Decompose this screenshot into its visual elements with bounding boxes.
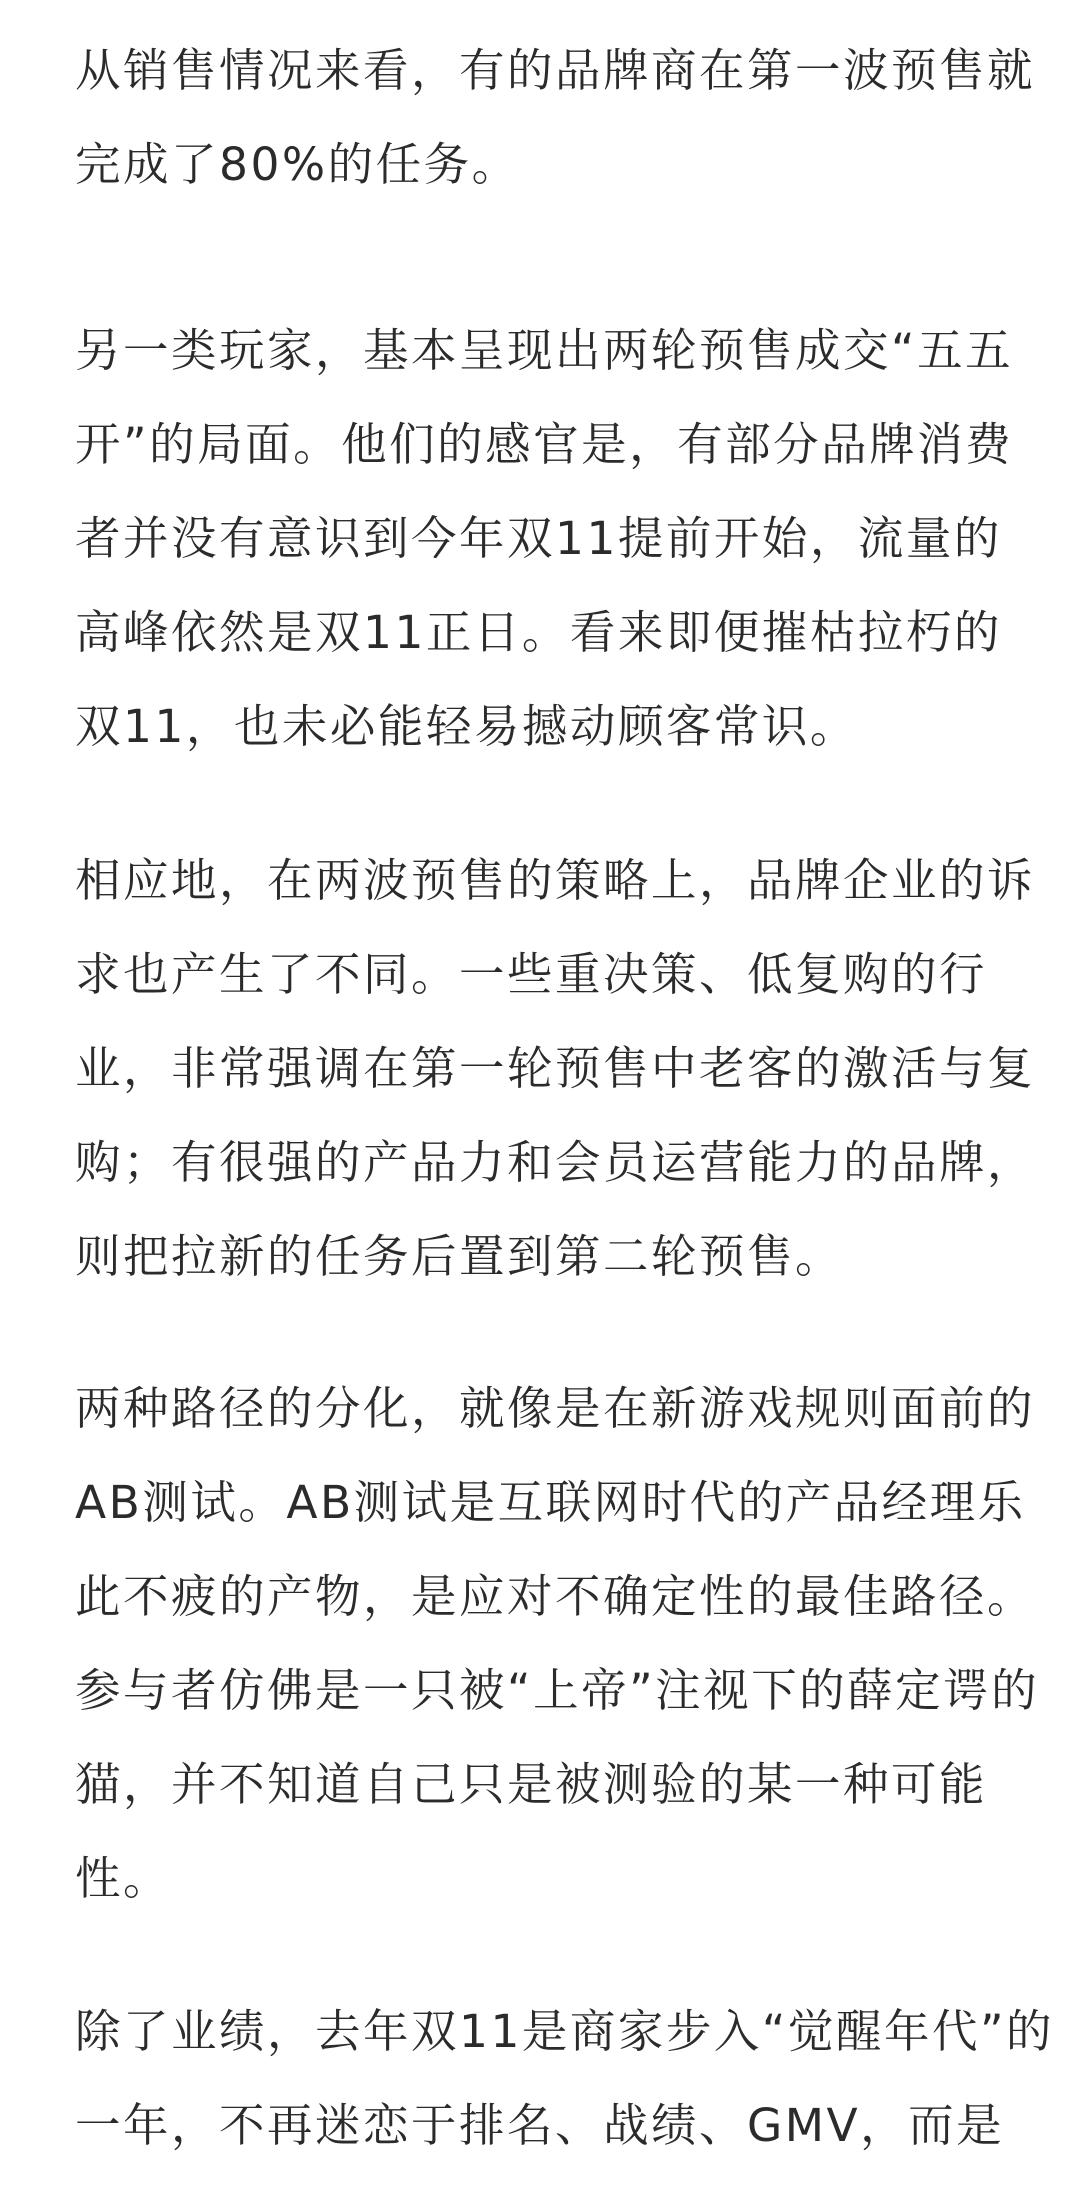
paragraph-line: 另一类玩家，基本呈现出两轮预售成交“五五 bbox=[75, 324, 1014, 377]
paragraph-fifty-fifty bbox=[75, 304, 1014, 774]
paragraph-line: 则把拉新的任务后置到第二轮预售。 bbox=[75, 1230, 844, 1283]
paragraph-line: 从销售情况来看，有的品牌商在第一波预售就 bbox=[75, 44, 1036, 97]
paragraph-line: 两种路径的分化，就像是在新游戏规则面前的 bbox=[75, 1382, 1036, 1435]
paragraph-line: 除了业绩，去年双11是商家步入“觉醒年代”的 bbox=[75, 2005, 1055, 2058]
paragraph-line: AB测试。AB测试是互联网时代的产品经理乐 bbox=[75, 1476, 1026, 1529]
paragraph-line: 完成了80%的任务。 bbox=[75, 138, 520, 191]
paragraph-presale-strategy bbox=[75, 834, 1036, 1304]
paragraph-line: 相应地，在两波预售的策略上，品牌企业的诉 bbox=[75, 854, 1036, 907]
paragraph-ab-testing bbox=[75, 1362, 1040, 1926]
paragraph-presale-first-wave bbox=[75, 24, 1036, 212]
paragraph-line: 猫，并不知道自己只是被测验的某一种可能 bbox=[75, 1758, 988, 1811]
paragraph-line: 者并没有意识到今年双11提前开始，流量的 bbox=[75, 512, 1002, 565]
paragraph-line: 业，非常强调在第一轮预售中老客的激活与复 bbox=[75, 1042, 1036, 1095]
paragraph-line: 一年，不再迷恋于排名、战绩、GMV，而是 bbox=[75, 2099, 1005, 2152]
paragraph-line: 购；有很强的产品力和会员运营能力的品牌， bbox=[75, 1136, 1036, 1189]
paragraph-awakening-era bbox=[75, 1985, 1055, 2173]
paragraph-line: 参与者仿佛是一只被“上帝”注视下的薛定谔的 bbox=[75, 1664, 1040, 1717]
paragraph-line: 开”的局面。他们的感官是，有部分品牌消费 bbox=[75, 418, 1014, 471]
paragraph-line: 求也产生了不同。一些重决策、低复购的行 bbox=[75, 948, 988, 1001]
paragraph-line: 此不疲的产物，是应对不确定性的最佳路径。 bbox=[75, 1570, 1036, 1623]
paragraph-line: 高峰依然是双11正日。看来即便摧枯拉朽的 bbox=[75, 606, 1002, 659]
paragraph-line: 双11，也未必能轻易撼动顾客常识。 bbox=[75, 700, 858, 753]
paragraph-line: 性。 bbox=[75, 1852, 172, 1905]
